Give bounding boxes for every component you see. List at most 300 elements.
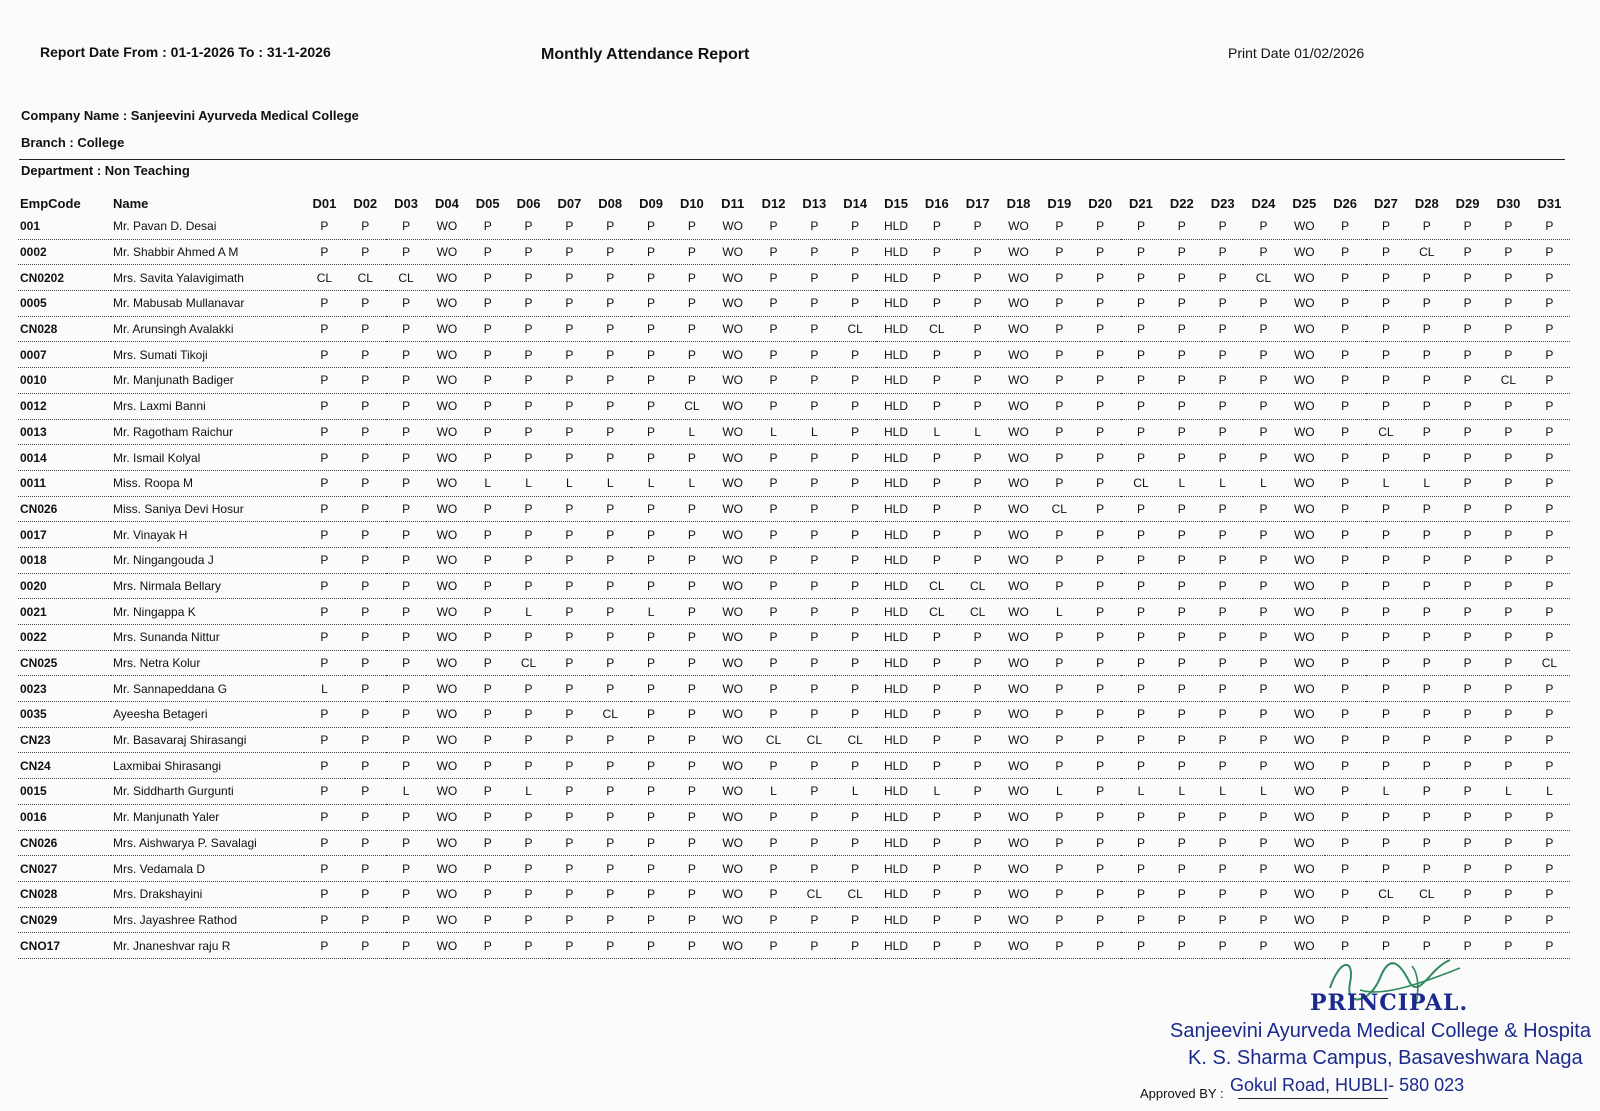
day-status-cell: P xyxy=(1325,779,1366,805)
day-status-cell: L xyxy=(1039,599,1080,625)
emp-name-cell: Mr. Ragotham Raichur xyxy=(111,419,304,445)
day-status-cell: P xyxy=(671,676,712,702)
day-status-cell: P xyxy=(631,265,672,291)
day-status-cell: P xyxy=(753,753,794,779)
day-status-cell: P xyxy=(590,804,631,830)
day-status-cell: P xyxy=(1243,573,1284,599)
day-status-cell: WO xyxy=(1284,522,1325,548)
day-status-cell: P xyxy=(1039,625,1080,651)
day-status-cell: P xyxy=(671,496,712,522)
day-status-cell: WO xyxy=(712,316,753,342)
day-status-cell: HLD xyxy=(876,881,917,907)
day-status-cell: P xyxy=(467,702,508,728)
day-status-cell: P xyxy=(671,522,712,548)
day-status-cell: P xyxy=(1243,676,1284,702)
day-status-cell: P xyxy=(1039,316,1080,342)
day-status-cell: P xyxy=(1121,907,1162,933)
day-status-cell: P xyxy=(549,419,590,445)
day-status-cell: P xyxy=(1121,881,1162,907)
day-status-cell: P xyxy=(345,676,386,702)
day-status-cell: P xyxy=(345,368,386,394)
day-status-cell: P xyxy=(1488,907,1529,933)
day-status-cell: P xyxy=(1406,316,1447,342)
day-status-cell: WO xyxy=(998,368,1039,394)
day-status-cell: P xyxy=(1529,265,1570,291)
day-status-cell: WO xyxy=(426,650,467,676)
day-status-cell: P xyxy=(304,522,345,548)
table-row xyxy=(18,753,1570,779)
day-status-cell: P xyxy=(1243,291,1284,317)
day-status-cell: P xyxy=(467,907,508,933)
day-status-cell: P xyxy=(1488,804,1529,830)
day-status-cell: WO xyxy=(426,419,467,445)
day-status-cell: P xyxy=(1366,573,1407,599)
day-status-cell: P xyxy=(549,599,590,625)
day-status-cell: WO xyxy=(998,881,1039,907)
emp-name-cell: Mr. Shabbir Ahmed A M xyxy=(111,239,304,265)
day-status-cell: P xyxy=(549,291,590,317)
day-status-cell: P xyxy=(1080,445,1121,471)
day-status-cell: P xyxy=(467,496,508,522)
day-status-cell: P xyxy=(508,676,549,702)
day-status-cell: P xyxy=(1366,239,1407,265)
day-status-cell: P xyxy=(467,881,508,907)
day-status-cell: P xyxy=(916,496,957,522)
day-status-cell: P xyxy=(345,239,386,265)
day-status-cell: P xyxy=(794,445,835,471)
day-status-cell: P xyxy=(304,316,345,342)
day-status-cell: P xyxy=(1243,496,1284,522)
day-status-cell: P xyxy=(1447,881,1488,907)
day-status-cell: P xyxy=(1406,933,1447,959)
day-status-cell: P xyxy=(957,779,998,805)
day-status-cell: P xyxy=(1366,316,1407,342)
day-status-cell: P xyxy=(671,753,712,779)
day-status-cell: P xyxy=(345,214,386,239)
day-status-cell: HLD xyxy=(876,368,917,394)
day-status-cell: P xyxy=(1039,676,1080,702)
day-status-cell: P xyxy=(1488,856,1529,882)
column-header-d03: D03 xyxy=(394,195,418,211)
day-status-cell: P xyxy=(345,393,386,419)
day-status-cell: P xyxy=(1039,881,1080,907)
table-row xyxy=(18,496,1570,522)
day-status-cell: L xyxy=(467,470,508,496)
day-status-cell: P xyxy=(1161,368,1202,394)
day-status-cell: P xyxy=(1039,830,1080,856)
emp-name-cell: Mr. Siddharth Gurgunti xyxy=(111,779,304,805)
emp-name-cell: Mr. Arunsingh Avalakki xyxy=(111,316,304,342)
day-status-cell: P xyxy=(467,676,508,702)
day-status-cell: P xyxy=(1406,214,1447,239)
day-status-cell: P xyxy=(1039,342,1080,368)
day-status-cell: P xyxy=(1325,445,1366,471)
day-status-cell: L xyxy=(1366,470,1407,496)
day-status-cell: P xyxy=(1080,419,1121,445)
day-status-cell: L xyxy=(1039,779,1080,805)
day-status-cell: CL xyxy=(916,573,957,599)
day-status-cell: P xyxy=(386,830,427,856)
day-status-cell: P xyxy=(1121,573,1162,599)
day-status-cell: P xyxy=(631,830,672,856)
emp-code-cell: CN24 xyxy=(18,753,111,779)
company-name: Company Name : Sanjeevini Ayurveda Medical College xyxy=(21,108,359,123)
emp-name-cell: Mrs. Sunanda Nittur xyxy=(111,625,304,651)
day-status-cell: P xyxy=(1080,804,1121,830)
day-status-cell: WO xyxy=(712,727,753,753)
day-status-cell: P xyxy=(1325,881,1366,907)
day-status-cell: P xyxy=(590,368,631,394)
emp-name-cell: Ayeesha Betageri xyxy=(111,702,304,728)
day-status-cell: P xyxy=(1488,881,1529,907)
day-status-cell: P xyxy=(1325,265,1366,291)
day-status-cell: P xyxy=(1121,830,1162,856)
day-status-cell: P xyxy=(631,804,672,830)
day-status-cell: P xyxy=(1243,393,1284,419)
day-status-cell: P xyxy=(1488,830,1529,856)
day-status-cell: P xyxy=(1202,625,1243,651)
emp-code-cell: 0005 xyxy=(18,291,111,317)
day-status-cell: P xyxy=(671,342,712,368)
day-status-cell: P xyxy=(794,214,835,239)
day-status-cell: P xyxy=(508,573,549,599)
day-status-cell: P xyxy=(835,214,876,239)
day-status-cell: P xyxy=(467,727,508,753)
day-status-cell: P xyxy=(957,727,998,753)
day-status-cell: P xyxy=(1406,368,1447,394)
day-status-cell: P xyxy=(1325,830,1366,856)
day-status-cell: P xyxy=(631,316,672,342)
day-status-cell: P xyxy=(1447,702,1488,728)
day-status-cell: P xyxy=(1488,496,1529,522)
day-status-cell: P xyxy=(916,214,957,239)
day-status-cell: P xyxy=(345,753,386,779)
day-status-cell: P xyxy=(549,393,590,419)
day-status-cell: P xyxy=(1202,547,1243,573)
day-status-cell: P xyxy=(794,496,835,522)
day-status-cell: P xyxy=(304,214,345,239)
day-status-cell: HLD xyxy=(876,625,917,651)
day-status-cell: WO xyxy=(426,599,467,625)
day-status-cell: P xyxy=(1366,804,1407,830)
day-status-cell: P xyxy=(1325,907,1366,933)
day-status-cell: CL xyxy=(835,316,876,342)
day-status-cell: L xyxy=(631,599,672,625)
day-status-cell: L xyxy=(1406,470,1447,496)
day-status-cell: WO xyxy=(712,342,753,368)
day-status-cell: P xyxy=(1447,753,1488,779)
day-status-cell: P xyxy=(753,856,794,882)
day-status-cell: L xyxy=(1121,779,1162,805)
day-status-cell: P xyxy=(957,907,998,933)
day-status-cell: WO xyxy=(1284,907,1325,933)
stamp-line-1: Sanjeevini Ayurveda Medical College & Hospita xyxy=(1170,1020,1591,1042)
day-status-cell: P xyxy=(1161,804,1202,830)
day-status-cell: P xyxy=(1121,676,1162,702)
day-status-cell: P xyxy=(345,445,386,471)
day-status-cell: P xyxy=(631,496,672,522)
day-status-cell: P xyxy=(835,830,876,856)
day-status-cell: P xyxy=(590,445,631,471)
day-status-cell: P xyxy=(1243,214,1284,239)
day-status-cell: P xyxy=(1080,368,1121,394)
day-status-cell: P xyxy=(1366,393,1407,419)
day-status-cell: P xyxy=(1406,573,1447,599)
day-status-cell: P xyxy=(508,496,549,522)
day-status-cell: P xyxy=(671,779,712,805)
day-status-cell: P xyxy=(1039,753,1080,779)
day-status-cell: L xyxy=(835,779,876,805)
day-status-cell: WO xyxy=(1284,650,1325,676)
day-status-cell: P xyxy=(467,547,508,573)
day-status-cell: P xyxy=(916,291,957,317)
day-status-cell: P xyxy=(1488,676,1529,702)
day-status-cell: P xyxy=(1161,419,1202,445)
day-status-cell: P xyxy=(304,470,345,496)
day-status-cell: P xyxy=(1202,496,1243,522)
day-status-cell: P xyxy=(671,265,712,291)
day-status-cell: P xyxy=(1243,445,1284,471)
day-status-cell: P xyxy=(345,599,386,625)
emp-name-cell: Mr. Basavaraj Shirasangi xyxy=(111,727,304,753)
day-status-cell: P xyxy=(1243,804,1284,830)
emp-name-cell: Mrs. Jayashree Rathod xyxy=(111,907,304,933)
day-status-cell: CL xyxy=(508,650,549,676)
day-status-cell: WO xyxy=(426,676,467,702)
day-status-cell: P xyxy=(467,650,508,676)
day-status-cell: P xyxy=(1161,342,1202,368)
day-status-cell: P xyxy=(1161,676,1202,702)
day-status-cell: P xyxy=(957,445,998,471)
day-status-cell: P xyxy=(1366,753,1407,779)
day-status-cell: P xyxy=(549,368,590,394)
day-status-cell: P xyxy=(1243,933,1284,959)
day-status-cell: P xyxy=(1080,470,1121,496)
day-status-cell: L xyxy=(304,676,345,702)
column-header-d21: D21 xyxy=(1129,195,1153,211)
column-header-d25: D25 xyxy=(1292,195,1317,211)
day-status-cell: WO xyxy=(712,265,753,291)
day-status-cell: P xyxy=(1325,470,1366,496)
emp-code-cell: CN0202 xyxy=(18,265,111,291)
table-row xyxy=(18,804,1570,830)
day-status-cell: WO xyxy=(998,239,1039,265)
day-status-cell: P xyxy=(1488,599,1529,625)
day-status-cell: P xyxy=(386,753,427,779)
day-status-cell: P xyxy=(1202,239,1243,265)
day-status-cell: P xyxy=(1447,214,1488,239)
stamp-title: PRINCIPAL. xyxy=(1310,990,1469,1016)
day-status-cell: P xyxy=(1488,933,1529,959)
day-status-cell: P xyxy=(1121,702,1162,728)
day-status-cell: WO xyxy=(712,599,753,625)
day-status-cell: P xyxy=(631,393,672,419)
table-row xyxy=(18,856,1570,882)
day-status-cell: WO xyxy=(712,496,753,522)
day-status-cell: P xyxy=(549,650,590,676)
day-status-cell: P xyxy=(631,419,672,445)
day-status-cell: P xyxy=(1080,856,1121,882)
day-status-cell: P xyxy=(1243,547,1284,573)
day-status-cell: WO xyxy=(426,804,467,830)
day-status-cell: P xyxy=(1039,445,1080,471)
day-status-cell: WO xyxy=(998,265,1039,291)
day-status-cell: P xyxy=(671,573,712,599)
emp-name-cell: Mrs. Nirmala Bellary xyxy=(111,573,304,599)
day-status-cell: P xyxy=(1202,830,1243,856)
day-status-cell: P xyxy=(1325,496,1366,522)
day-status-cell: P xyxy=(835,496,876,522)
day-status-cell: P xyxy=(1529,933,1570,959)
day-status-cell: P xyxy=(1406,727,1447,753)
day-status-cell: P xyxy=(957,830,998,856)
day-status-cell: P xyxy=(386,214,427,239)
day-status-cell: HLD xyxy=(876,753,917,779)
day-status-cell: P xyxy=(1161,650,1202,676)
day-status-cell: WO xyxy=(998,907,1039,933)
day-status-cell: P xyxy=(590,547,631,573)
column-header-d13: D13 xyxy=(802,195,827,211)
day-status-cell: P xyxy=(549,753,590,779)
day-status-cell: P xyxy=(1121,522,1162,548)
table-row xyxy=(18,470,1570,496)
day-status-cell: P xyxy=(631,547,672,573)
day-status-cell: P xyxy=(386,881,427,907)
table-row xyxy=(18,907,1570,933)
day-status-cell: P xyxy=(1488,239,1529,265)
day-status-cell: P xyxy=(835,547,876,573)
day-status-cell: P xyxy=(508,291,549,317)
day-status-cell: L xyxy=(1488,779,1529,805)
day-status-cell: P xyxy=(916,445,957,471)
day-status-cell: WO xyxy=(426,753,467,779)
day-status-cell: P xyxy=(753,650,794,676)
day-status-cell: P xyxy=(1202,676,1243,702)
column-header-d14: D14 xyxy=(843,195,868,211)
day-status-cell: P xyxy=(1039,291,1080,317)
day-status-cell: CL xyxy=(1366,419,1407,445)
day-status-cell: P xyxy=(753,265,794,291)
day-status-cell: P xyxy=(794,547,835,573)
day-status-cell: P xyxy=(1447,342,1488,368)
emp-code-cell: 0002 xyxy=(18,239,111,265)
emp-code-cell: CNO17 xyxy=(18,933,111,959)
day-status-cell: P xyxy=(304,907,345,933)
day-status-cell: P xyxy=(345,933,386,959)
day-status-cell: P xyxy=(916,265,957,291)
day-status-cell: WO xyxy=(1284,881,1325,907)
emp-code-cell: 0011 xyxy=(18,470,111,496)
day-status-cell: P xyxy=(1202,522,1243,548)
day-status-cell: L xyxy=(549,470,590,496)
day-status-cell: L xyxy=(1243,779,1284,805)
day-status-cell: P xyxy=(467,445,508,471)
day-status-cell: P xyxy=(1039,470,1080,496)
day-status-cell: P xyxy=(794,856,835,882)
day-status-cell: WO xyxy=(426,702,467,728)
emp-code-cell: CN23 xyxy=(18,727,111,753)
day-status-cell: P xyxy=(794,625,835,651)
day-status-cell: P xyxy=(1080,907,1121,933)
day-status-cell: P xyxy=(304,625,345,651)
day-status-cell: P xyxy=(753,830,794,856)
day-status-cell: P xyxy=(1080,265,1121,291)
day-status-cell: P xyxy=(1529,368,1570,394)
day-status-cell: P xyxy=(1366,907,1407,933)
day-status-cell: P xyxy=(794,368,835,394)
day-status-cell: P xyxy=(1529,881,1570,907)
day-status-cell: WO xyxy=(1284,804,1325,830)
day-status-cell: P xyxy=(386,702,427,728)
table-row xyxy=(18,342,1570,368)
emp-name-cell: Mr. Jnaneshvar raju R xyxy=(111,933,304,959)
emp-name-cell: Miss. Roopa M xyxy=(111,470,304,496)
day-status-cell: P xyxy=(957,881,998,907)
day-status-cell: P xyxy=(671,933,712,959)
day-status-cell: HLD xyxy=(876,804,917,830)
day-status-cell: P xyxy=(835,856,876,882)
day-status-cell: P xyxy=(386,727,427,753)
day-status-cell: HLD xyxy=(876,702,917,728)
day-status-cell: P xyxy=(1121,393,1162,419)
day-status-cell: P xyxy=(631,779,672,805)
day-status-cell: P xyxy=(631,445,672,471)
day-status-cell: P xyxy=(590,830,631,856)
emp-name-cell: Mrs. Vedamala D xyxy=(111,856,304,882)
emp-code-cell: CN029 xyxy=(18,907,111,933)
day-status-cell: P xyxy=(916,342,957,368)
day-status-cell: P xyxy=(794,265,835,291)
day-status-cell: P xyxy=(467,830,508,856)
day-status-cell: P xyxy=(916,368,957,394)
day-status-cell: P xyxy=(1529,702,1570,728)
day-status-cell: P xyxy=(1161,291,1202,317)
day-status-cell: P xyxy=(1325,727,1366,753)
day-status-cell: P xyxy=(1080,316,1121,342)
day-status-cell: P xyxy=(957,625,998,651)
day-status-cell: P xyxy=(304,779,345,805)
day-status-cell: P xyxy=(549,804,590,830)
day-status-cell: P xyxy=(508,265,549,291)
day-status-cell: P xyxy=(1202,342,1243,368)
day-status-cell: P xyxy=(631,291,672,317)
day-status-cell: P xyxy=(1243,625,1284,651)
day-status-cell: P xyxy=(345,650,386,676)
stamp-line-2: K. S. Sharma Campus, Basaveshwara Naga xyxy=(1188,1047,1583,1069)
day-status-cell: P xyxy=(1447,830,1488,856)
day-status-cell: WO xyxy=(426,779,467,805)
day-status-cell: P xyxy=(590,316,631,342)
day-status-cell: WO xyxy=(426,445,467,471)
column-header-d05: D05 xyxy=(475,195,500,211)
table-row xyxy=(18,419,1570,445)
day-status-cell: WO xyxy=(426,830,467,856)
table-row xyxy=(18,316,1570,342)
day-status-cell: P xyxy=(1243,907,1284,933)
day-status-cell: P xyxy=(671,907,712,933)
day-status-cell: P xyxy=(1202,265,1243,291)
day-status-cell: CL xyxy=(590,702,631,728)
day-status-cell: P xyxy=(1161,753,1202,779)
day-status-cell: P xyxy=(1202,804,1243,830)
day-status-cell: WO xyxy=(426,470,467,496)
day-status-cell: P xyxy=(835,573,876,599)
day-status-cell: WO xyxy=(1284,933,1325,959)
emp-code-cell: 0010 xyxy=(18,368,111,394)
day-status-cell: P xyxy=(794,702,835,728)
day-status-cell: P xyxy=(1447,573,1488,599)
emp-name-cell: Mr. Pavan D. Desai xyxy=(111,214,304,239)
